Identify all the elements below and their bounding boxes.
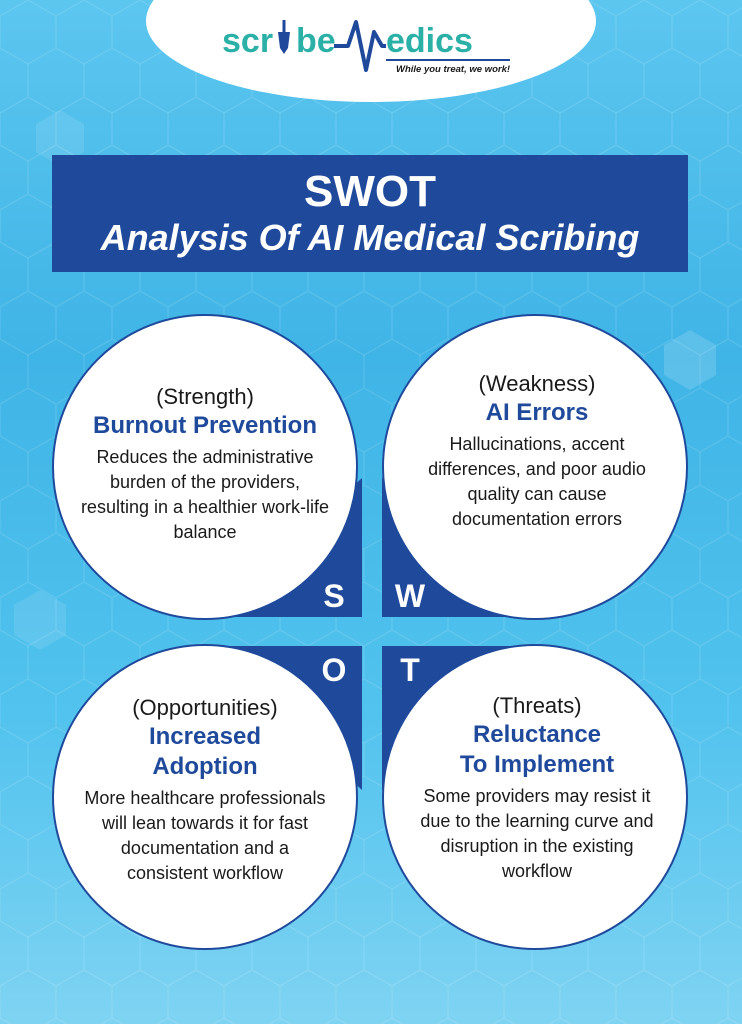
logo-text-left: scr <box>222 22 274 60</box>
opportunities-description: More healthcare professionals will lean towards it for fast documentation and a consistent workflow <box>84 788 326 883</box>
threats-heading: Reluctance <box>472 721 602 748</box>
banner-subtitle: Analysis Of AI Medical Scribing <box>100 216 640 258</box>
opportunities-heading: Increased <box>148 723 262 750</box>
logo-text-right: edics <box>386 22 473 60</box>
swot-letter-t: T <box>400 652 420 688</box>
strength-description: Reduces the administrative burden of the providers, resulting in a healthier work-life balance <box>80 447 330 542</box>
threats-category: (Threats) <box>492 693 582 718</box>
threats-heading-line2: To Implement <box>459 751 615 778</box>
logo-text-middle: be <box>296 22 336 60</box>
strength-category: (Strength) <box>156 384 254 409</box>
swot-letter-s: S <box>323 578 345 614</box>
swot-letter-w: W <box>394 578 426 614</box>
threats-description: Some providers may resist it due to the learning curve and disruption in the existing workflow <box>420 786 654 881</box>
opportunities-category: (Opportunities) <box>132 695 278 720</box>
swot-letter-o: O <box>321 652 347 688</box>
weakness-heading: AI Errors <box>485 399 589 426</box>
weakness-content <box>412 370 662 532</box>
weakness-category: (Weakness) <box>478 371 596 396</box>
logo-tagline: While you treat, we work! <box>396 64 511 75</box>
weakness-description: Hallucinations, accent differences, and poor audio quality can cause documentation errors <box>428 434 646 529</box>
strength-heading: Burnout Prevention <box>92 412 317 439</box>
strength-content <box>80 383 330 545</box>
opportunities-heading-line2: Adoption <box>152 753 258 780</box>
threats-content <box>412 692 662 884</box>
opportunities-content <box>80 694 330 886</box>
banner-title: SWOT <box>304 166 436 216</box>
